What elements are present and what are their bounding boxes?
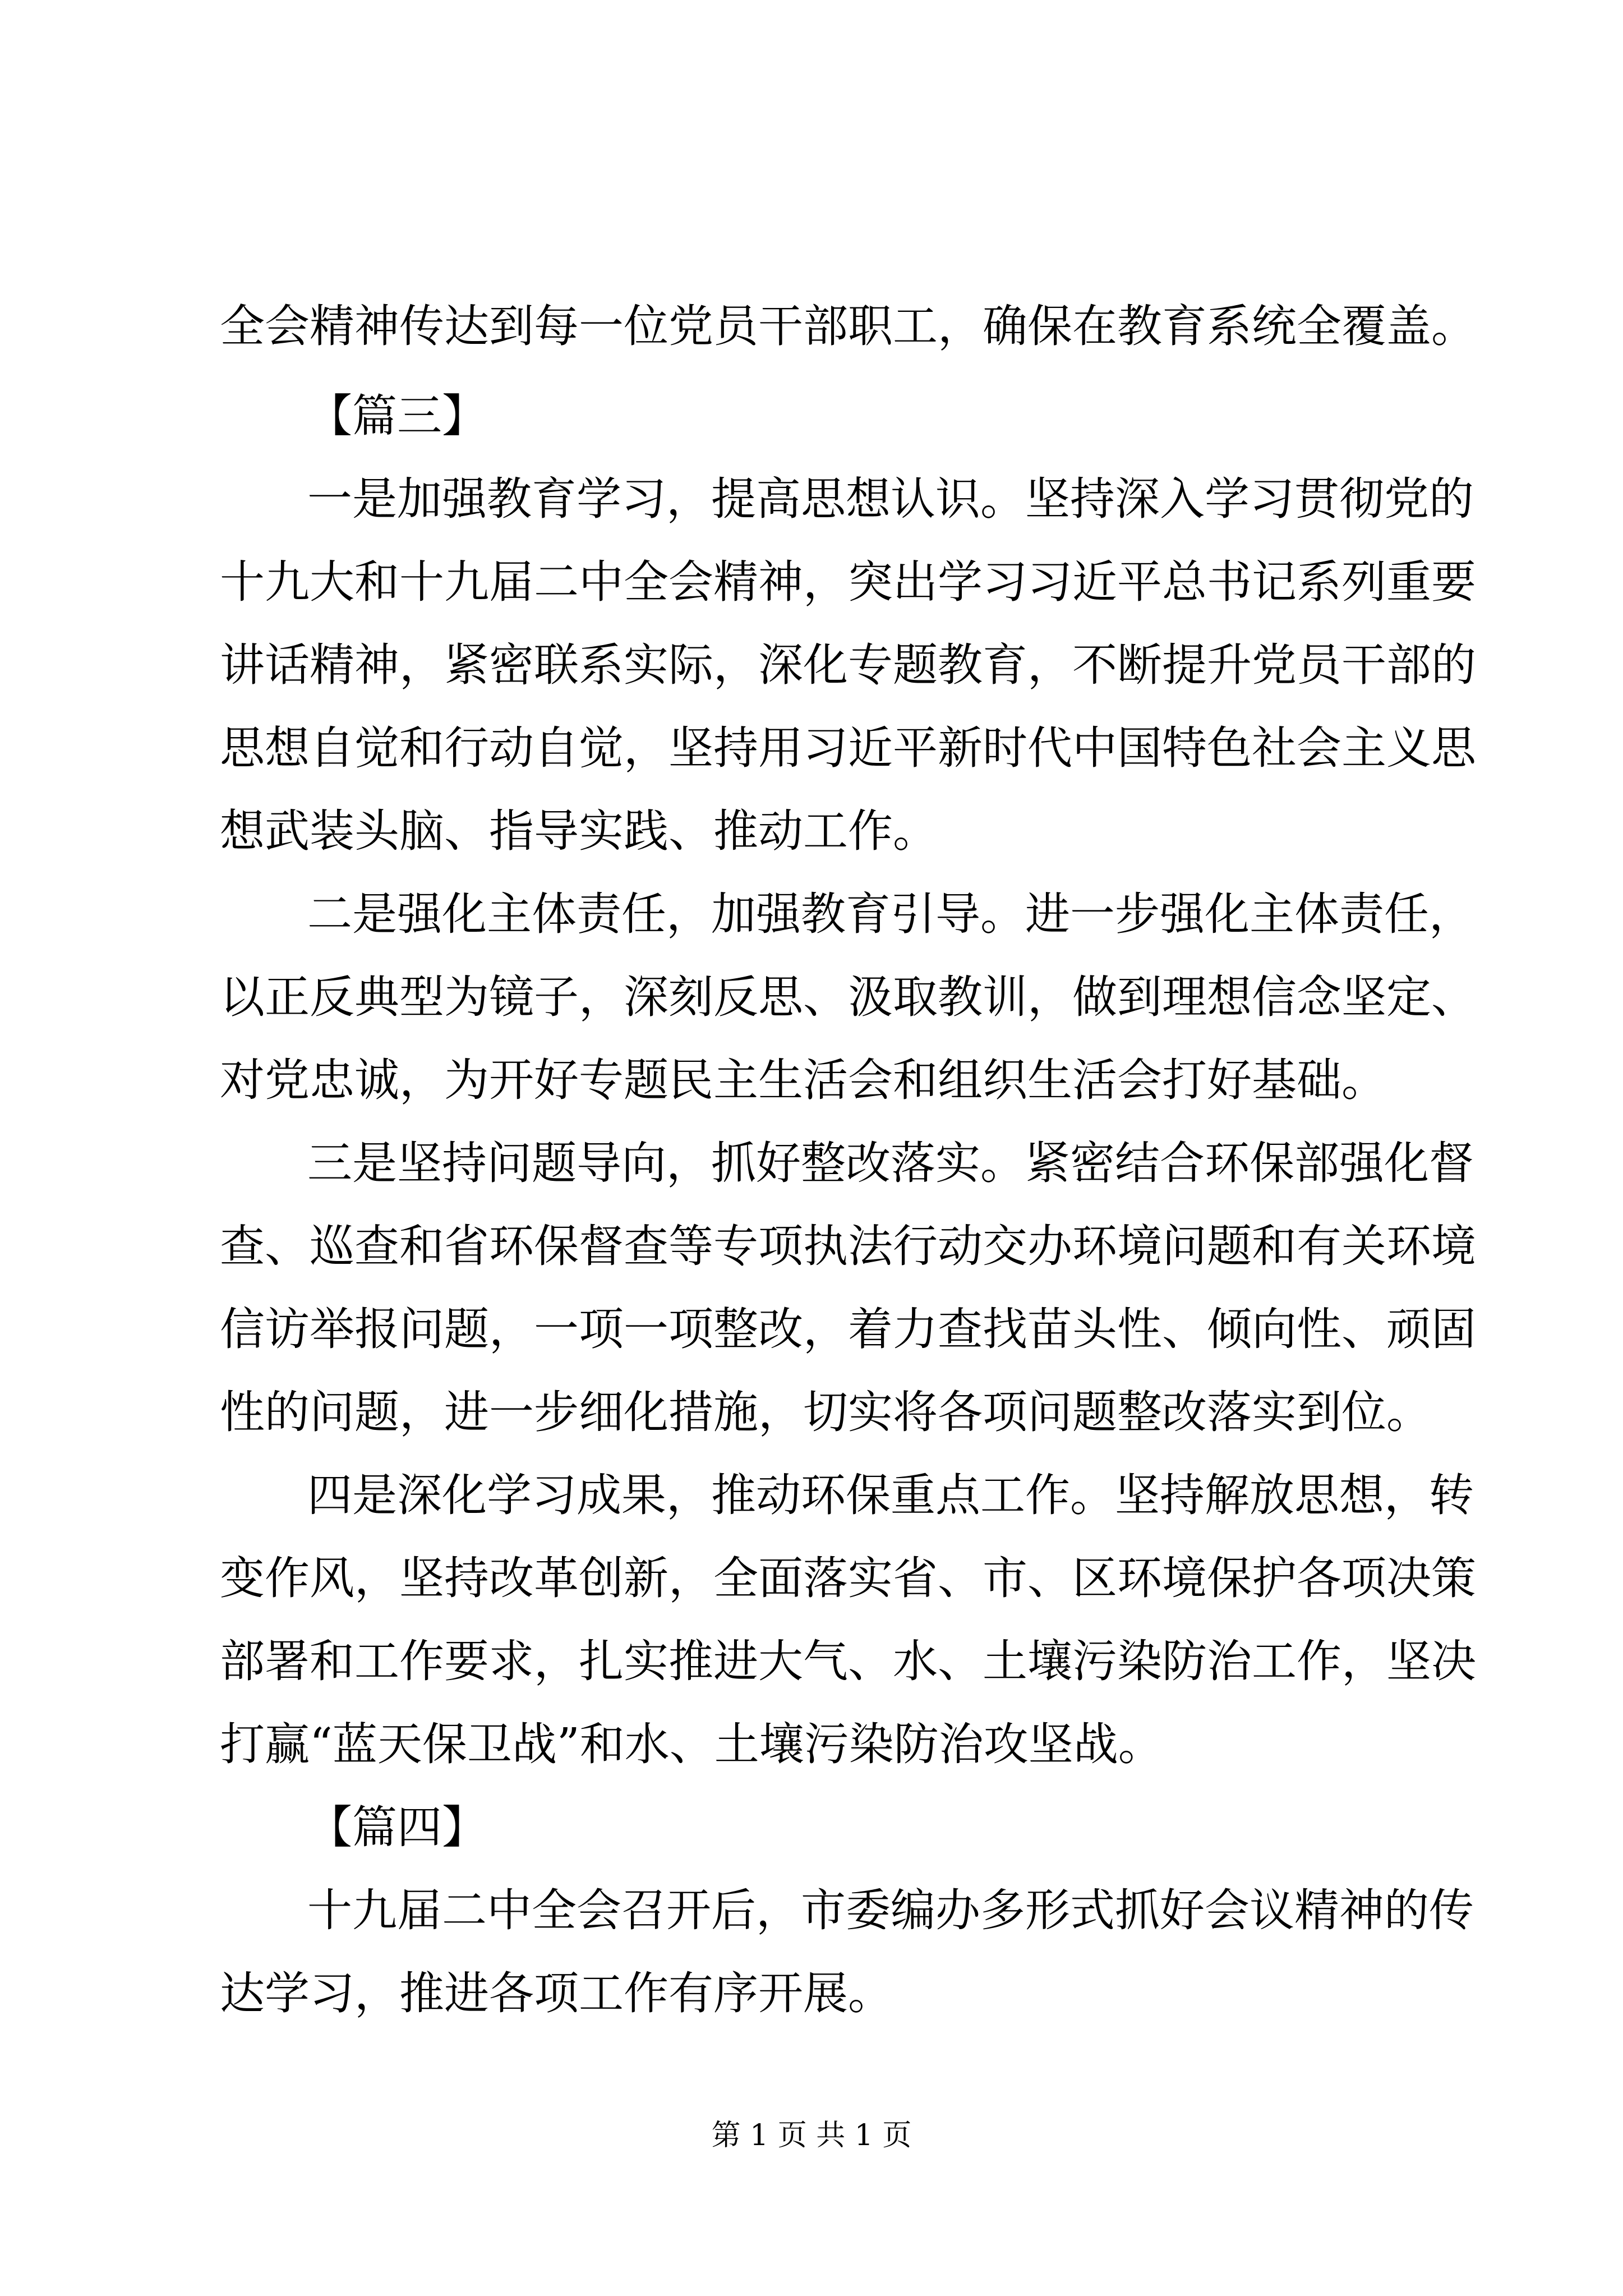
paragraph-line: 部署和工作要求，扎实推进大气、水、土壤污染防治工作，坚决 [220, 1635, 1476, 1687]
paragraph-line: 一是加强教育学习，提高思想认识。坚持深入学习贯彻党的 [307, 473, 1474, 525]
paragraph-line: 全会精神传达到每一位党员干部职工，确保在教育系统全覆盖。 [220, 300, 1476, 352]
paragraph-line: 讲话精神，紧密联系实际，深化专题教育，不断提升党员干部的 [220, 639, 1476, 691]
paragraph-line: 十九届二中全会召开后，市委编办多形式抓好会议精神的传 [307, 1884, 1474, 1936]
paragraph-line: 二是强化主体责任，加强教育引导。进一步强化主体责任， [307, 888, 1474, 940]
paragraph-line: 以正反典型为镜子，深刻反思、汲取教训，做到理想信念坚定、 [220, 971, 1476, 1023]
paragraph-line: 四是深化学习成果，推动环保重点工作。坚持解放思想，转 [307, 1469, 1474, 1521]
paragraph-line: 十九大和十九届二中全会精神，突出学习习近平总书记系列重要 [220, 556, 1476, 608]
paragraph-line: 思想自觉和行动自觉，坚持用习近平新时代中国特色社会主义思 [220, 722, 1476, 774]
paragraph-line: 对党忠诚，为开好专题民主生活会和组织生活会打好基础。 [220, 1054, 1386, 1106]
section-heading: 【篇四】 [307, 1801, 487, 1853]
paragraph-line: 达学习，推进各项工作有序开展。 [220, 1967, 893, 2019]
paragraph-line: 查、巡查和省环保督查等专项执法行动交办环境问题和有关环境 [220, 1220, 1476, 1272]
paragraph-line: 三是坚持问题导向，抓好整改落实。紧密结合环保部强化督 [307, 1137, 1474, 1189]
page-footer: 第 1 页 共 1 页 [711, 2119, 912, 2152]
paragraph-line: 打赢“蓝天保卫战”和水、土壤污染防治攻坚战。 [220, 1718, 1163, 1770]
paragraph-line: 想武装头脑、指导实践、推动工作。 [220, 805, 938, 857]
paragraph-line: 信访举报问题，一项一项整改，着力查找苗头性、倾向性、顽固 [220, 1303, 1476, 1355]
paragraph-line: 变作风，坚持改革创新，全面落实省、市、区环境保护各项决策 [220, 1552, 1476, 1604]
section-heading: 【篇三】 [307, 390, 487, 442]
paragraph-line: 性的问题，进一步细化措施，切实将各项问题整改落实到位。 [220, 1386, 1431, 1438]
